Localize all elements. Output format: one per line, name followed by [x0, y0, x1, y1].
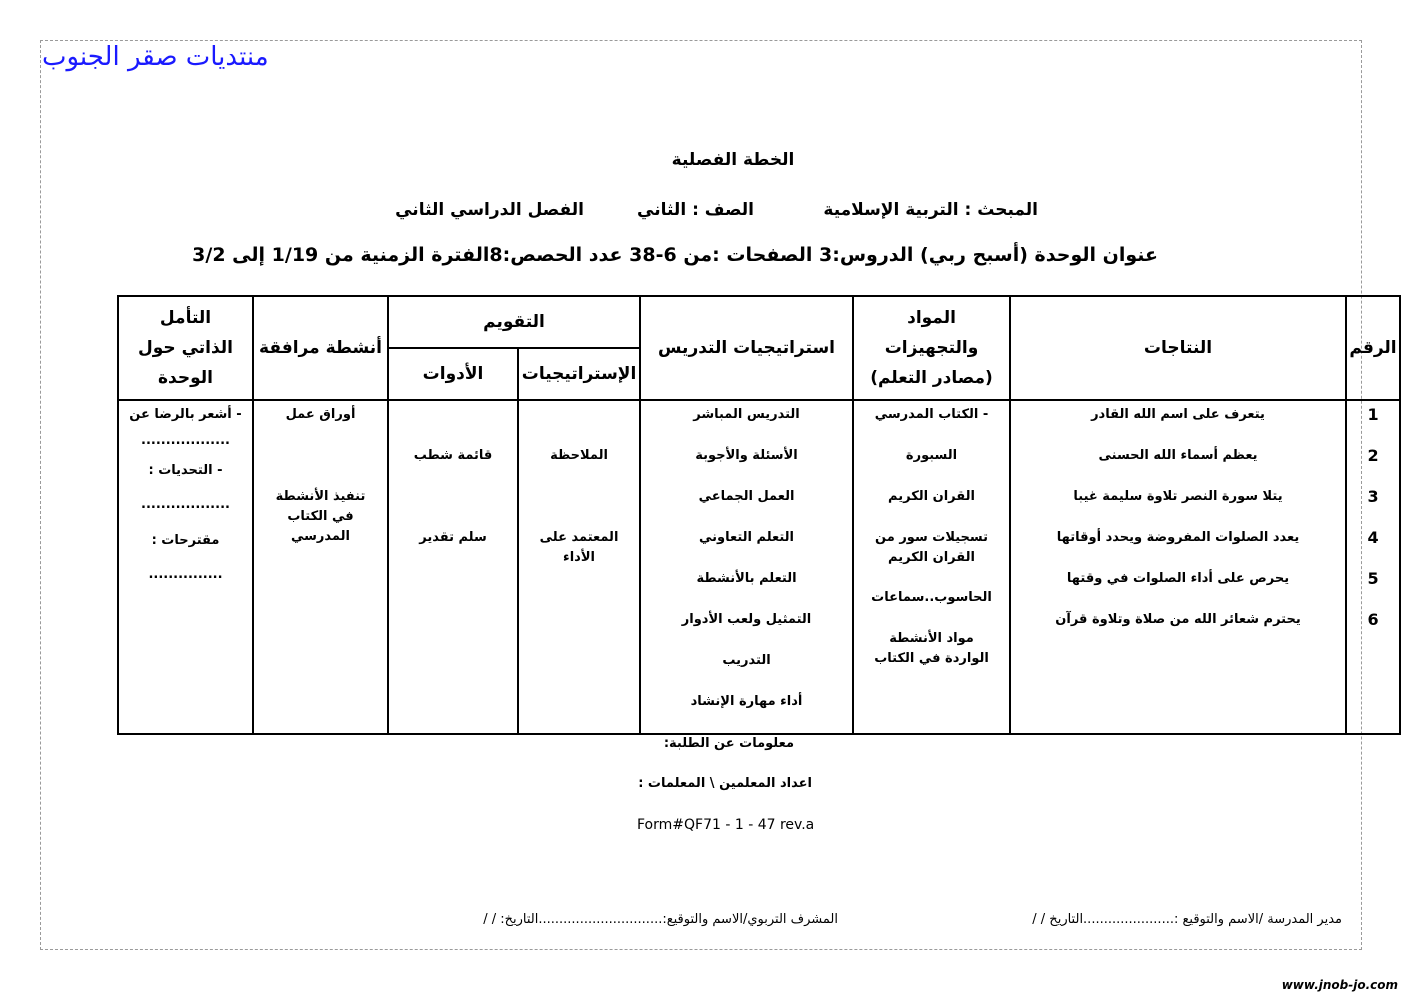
strategy-item: العمل الجماعي — [698, 489, 795, 504]
supervisor-signature: المشرف التربوي/الاسم والتوقيع:..............................التاريخ: / / — [483, 912, 838, 927]
source-url[interactable]: www.jnob-jo.com — [1281, 978, 1398, 992]
material-item: القران الكريم — [888, 489, 975, 504]
material-item: السبورة — [905, 448, 958, 463]
header-reflection: التأمل الذاتي حول الوحدة — [118, 296, 253, 400]
outcome-item: يتلا سورة النصر تلاوة سليمة غيبا — [1073, 489, 1283, 504]
strategies-cell — [640, 400, 853, 734]
row-number: 3 — [1367, 487, 1379, 506]
header-assessment-strategies: الإستراتيجيات — [518, 348, 640, 400]
assessment-strategy-item: المعتمد على الأداء — [539, 530, 619, 565]
material-item: مواد الأنشطة الواردة في الكتاب — [874, 631, 989, 666]
reflection-item: - أشعر بالرضا عن — [129, 407, 242, 422]
reflection-cell — [118, 400, 253, 734]
activity-item: أوراق عمل — [285, 407, 356, 422]
header-number: الرقم — [1346, 296, 1400, 400]
material-item: الحاسوب..سماعات — [871, 590, 992, 605]
assessment-strategy-item: الملاحظة — [550, 448, 608, 463]
prepared-by-label: اعداد المعلمين \ المعلمات : — [638, 776, 812, 791]
semester-label: الفصل الدراسي الثاني — [395, 200, 584, 220]
plan-table — [117, 295, 1401, 735]
outcomes-cell — [1010, 400, 1346, 734]
students-info-label: معلومات عن الطلبة: — [663, 736, 794, 751]
header-activities: أنشطة مرافقة — [253, 296, 388, 400]
outcome-item: يحرص على أداء الصلوات في وقتها — [1066, 571, 1290, 586]
numbers-cell — [1346, 400, 1400, 734]
assessment-tools-cell — [388, 400, 518, 734]
row-number: 1 — [1367, 405, 1379, 424]
site-name[interactable]: منتديات صقر الجنوب — [42, 42, 269, 72]
row-number: 2 — [1367, 446, 1379, 465]
outcome-item: يعدد الصلوات المفروضة ويحدد أوقاتها — [1056, 530, 1300, 545]
outcome-item: يتعرف على اسم الله القادر — [1091, 407, 1265, 422]
strategy-item: الأسئلة والأجوبة — [695, 448, 798, 463]
header-assessment-tools: الأدوات — [388, 348, 518, 400]
form-code: Form#QF71 - 1 - 47 rev.a — [637, 817, 815, 833]
strategy-item: أداء مهارة الإنشاد — [690, 694, 803, 709]
assessment-tool-item: قائمة شطب — [413, 448, 493, 463]
principal-signature: مدير المدرسة /الاسم والتوقيع :......................التاريخ / / — [1032, 912, 1342, 927]
strategy-item: التدريس المباشر — [693, 407, 800, 422]
unit-info-line: عنوان الوحدة (أسبح ربي) الدروس:3 الصفحات :من 6-38 عدد الحصص:8الفترة الزمنية من 1/19 إلى 3/2 — [192, 244, 1158, 266]
materials-cell — [853, 400, 1010, 734]
reflection-item: - التحديات : — [148, 463, 223, 478]
document-title: الخطة الفصلية — [671, 150, 795, 170]
material-item: - الكتاب المدرسي — [874, 407, 989, 422]
reflection-item: .................. — [141, 433, 230, 448]
row-number: 6 — [1367, 610, 1379, 629]
header-outcomes: النتاجات — [1010, 296, 1346, 400]
row-number: 4 — [1367, 528, 1379, 547]
strategy-item: التعلم التعاوني — [699, 530, 795, 545]
outcome-item: يحترم شعائر الله من صلاة وتلاوة قرآن — [1055, 612, 1301, 627]
activity-item: تنفيذ الأنشطة في الكتاب المدرسي — [275, 489, 366, 544]
strategy-item: التعلم بالأنشطة — [696, 571, 797, 586]
material-item: تسجيلات سور من القران الكريم — [875, 530, 988, 565]
reflection-item: .................. — [141, 497, 230, 512]
header-strategies: استراتيجيات التدريس — [640, 296, 853, 400]
reflection-item: مقترحات : — [151, 533, 220, 548]
grade-label: الصف : الثاني — [637, 200, 754, 220]
subject-label: المبحث : التربية الإسلامية — [823, 200, 1038, 220]
activities-cell — [253, 400, 388, 734]
reflection-item: ............... — [148, 567, 223, 582]
assessment-tool-item: سلم تقدير — [419, 530, 487, 545]
row-number: 5 — [1367, 569, 1379, 588]
assessment-strategies-cell — [518, 400, 640, 734]
header-assessment: التقويم — [388, 296, 640, 348]
strategy-item: التمثيل ولعب الأدوار — [681, 612, 812, 627]
strategy-item: التدريب — [722, 653, 771, 668]
outcome-item: يعظم أسماء الله الحسنى — [1098, 448, 1258, 463]
header-materials: المواد والتجهيزات (مصادر التعلم) — [853, 296, 1010, 400]
